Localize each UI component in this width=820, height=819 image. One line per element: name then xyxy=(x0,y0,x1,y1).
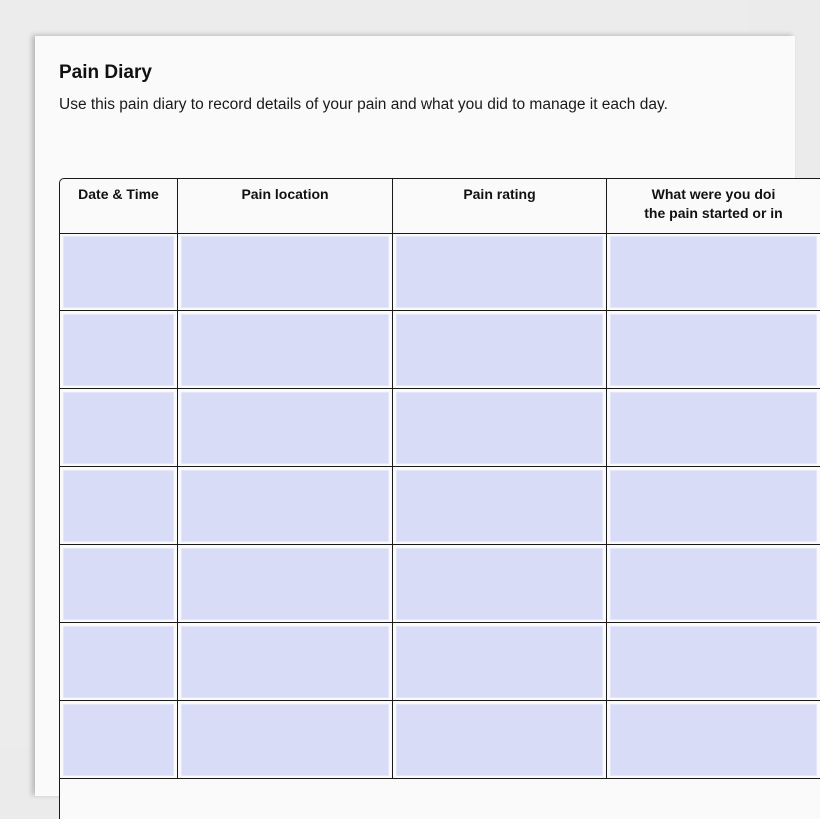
table-cell-activity xyxy=(606,701,820,779)
page-title: Pain Diary xyxy=(59,62,152,83)
diary-sheet xyxy=(35,36,795,796)
pain-location-input-field[interactable] xyxy=(181,236,389,308)
table-cell-activity xyxy=(606,311,820,389)
activity-input-field[interactable] xyxy=(610,470,817,542)
table-row xyxy=(60,467,820,545)
table-cell-pain-location xyxy=(177,701,392,779)
date-time-input-field[interactable] xyxy=(63,236,174,308)
table-cell-date-time xyxy=(60,701,177,779)
table-cell-pain-rating xyxy=(392,311,606,389)
column-header-activity: What were you doi the pain started or in xyxy=(606,179,820,233)
table-cell-pain-rating xyxy=(392,623,606,701)
table-row xyxy=(60,701,820,779)
activity-input-field[interactable] xyxy=(610,314,817,386)
table-cell-activity xyxy=(606,545,820,623)
table-cell-date-time xyxy=(60,233,177,311)
table-cell-pain-location xyxy=(177,389,392,467)
pain-location-input-field[interactable] xyxy=(181,470,389,542)
table-row xyxy=(60,623,820,701)
table-header xyxy=(60,179,820,234)
table-row xyxy=(60,545,820,623)
table-cell-pain-rating xyxy=(392,233,606,311)
table-cell-date-time xyxy=(60,545,177,623)
table-cell-date-time xyxy=(60,311,177,389)
date-time-input-field[interactable] xyxy=(63,548,174,620)
pain-rating-input-field[interactable] xyxy=(396,626,603,698)
page-instructions: Use this pain diary to record details of your pain and what you did to manage it each day. xyxy=(59,96,668,113)
table-cell-pain-location xyxy=(177,545,392,623)
table-cell-pain-rating xyxy=(392,545,606,623)
table-cell-activity xyxy=(606,389,820,467)
pain-rating-input-field[interactable] xyxy=(396,236,603,308)
table-cell-activity xyxy=(606,467,820,545)
date-time-input-field[interactable] xyxy=(63,470,174,542)
pain-rating-input-field[interactable] xyxy=(396,548,603,620)
table-cell-pain-location xyxy=(177,233,392,311)
table-cell-activity xyxy=(606,233,820,311)
table-cell-pain-rating xyxy=(392,701,606,779)
table-cell-pain-rating xyxy=(392,467,606,545)
date-time-input-field[interactable] xyxy=(63,626,174,698)
table-cell-pain-location xyxy=(177,623,392,701)
activity-input-field[interactable] xyxy=(610,392,817,464)
table-cell-pain-location xyxy=(177,467,392,545)
column-header-pain-rating: Pain rating xyxy=(392,179,606,233)
activity-input-field[interactable] xyxy=(610,548,817,620)
table-cell-date-time xyxy=(60,389,177,467)
column-header-date-time: Date & Time xyxy=(78,186,159,202)
table-cell-date-time xyxy=(60,623,177,701)
table-row xyxy=(60,233,820,311)
pain-location-input-field[interactable] xyxy=(181,314,389,386)
table-row xyxy=(60,311,820,389)
pain-rating-input-field[interactable] xyxy=(396,314,603,386)
pain-rating-input-field[interactable] xyxy=(396,470,603,542)
pain-location-input-field[interactable] xyxy=(181,704,389,776)
activity-input-field[interactable] xyxy=(610,236,817,308)
table-cell-date-time xyxy=(60,467,177,545)
pain-diary-table xyxy=(59,178,820,819)
pain-location-input-field[interactable] xyxy=(181,548,389,620)
date-time-input-field[interactable] xyxy=(63,392,174,464)
pain-location-input-field[interactable] xyxy=(181,392,389,464)
pain-location-input-field[interactable] xyxy=(181,626,389,698)
table-cell-activity xyxy=(606,623,820,701)
date-time-input-field[interactable] xyxy=(63,314,174,386)
date-time-input-field[interactable] xyxy=(63,704,174,776)
pain-rating-input-field[interactable] xyxy=(396,704,603,776)
column-header-pain-location: Pain location xyxy=(177,179,392,233)
table-cell-pain-location xyxy=(177,311,392,389)
table-row xyxy=(60,389,820,467)
table-cell-pain-rating xyxy=(392,389,606,467)
pain-rating-input-field[interactable] xyxy=(396,392,603,464)
activity-input-field[interactable] xyxy=(610,704,817,776)
activity-input-field[interactable] xyxy=(610,626,817,698)
